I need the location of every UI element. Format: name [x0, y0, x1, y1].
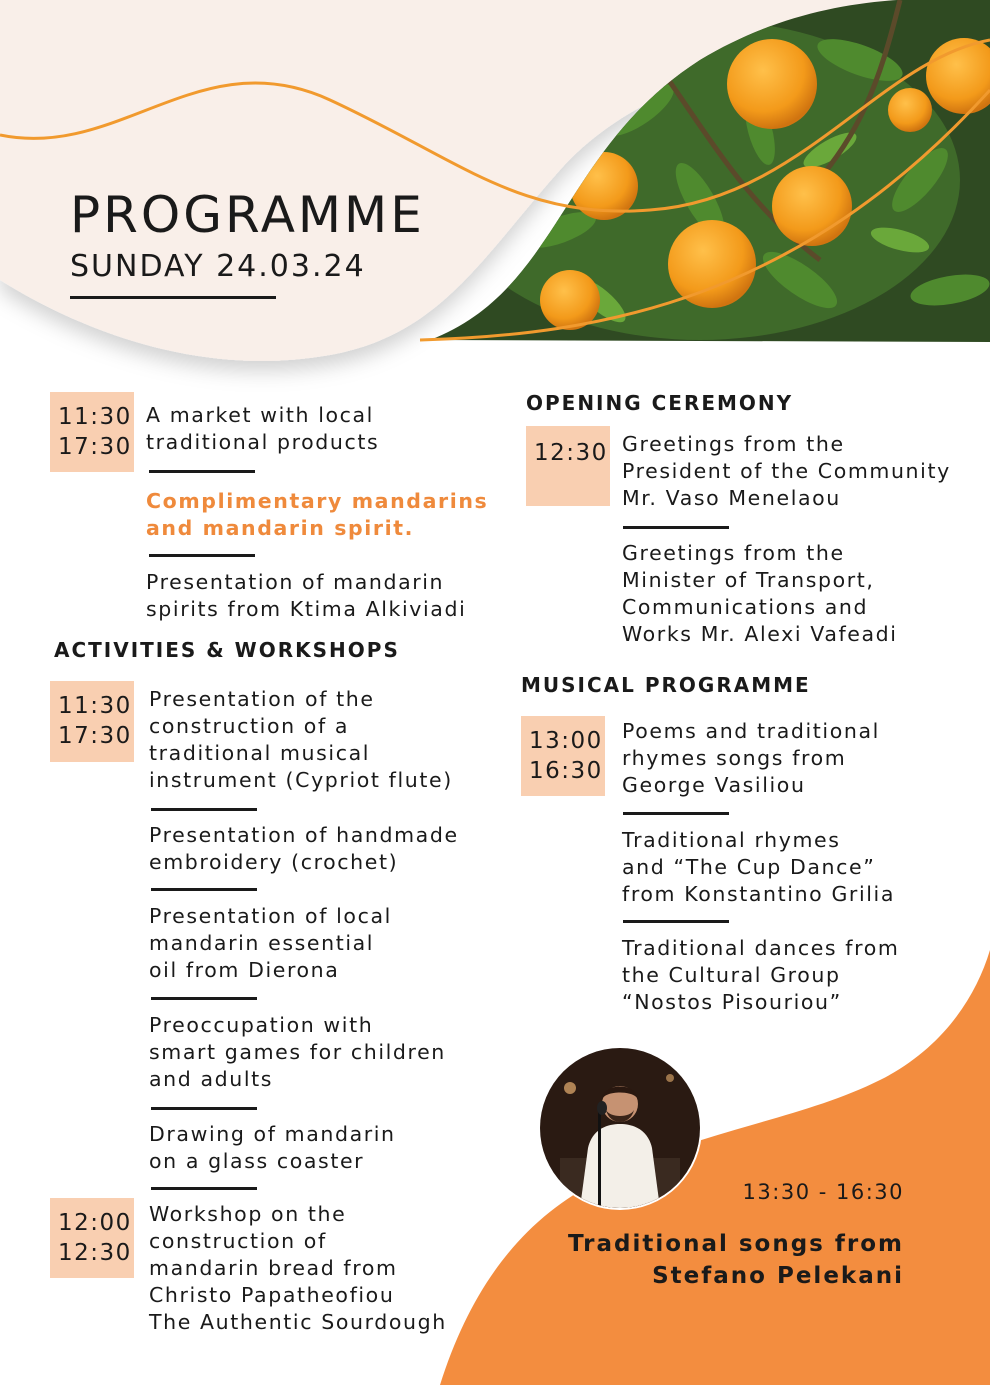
divider — [151, 888, 257, 891]
divider — [151, 1187, 257, 1190]
time-box-market — [50, 392, 134, 472]
time-box-workshop — [50, 1198, 134, 1278]
divider — [151, 1107, 257, 1110]
activities-heading: ACTIVITIES & WORKSHOPS — [54, 638, 400, 662]
event-date: SUNDAY 24.03.24 — [70, 249, 366, 284]
time-start: 12:00 — [58, 1210, 132, 1236]
spirits-text: Presentation of mandarin spirits from Ktima Alkiviadi — [146, 570, 467, 621]
activity-item: Presentation of local mandarin essential oil from Dierona — [149, 904, 392, 982]
musical-item: Poems and traditional rhymes songs from George Vasiliou — [622, 719, 880, 797]
date-underline — [70, 296, 276, 299]
time-start: 11:30 — [58, 693, 132, 719]
opening-item: Greetings from the President of the Community Mr. Vaso Menelaou — [622, 432, 951, 510]
musical-item: Traditional dances from the Cultural Group “Nostos Pisouriou” — [622, 936, 900, 1014]
time-start: 13:00 — [529, 728, 603, 754]
time-start: 11:30 — [58, 404, 132, 430]
market-text: A market with local traditional products — [146, 403, 380, 454]
divider — [149, 470, 255, 473]
activity-item: Presentation of the construction of a traditional musical instrument (Cypriot flute) — [149, 687, 453, 792]
divider — [149, 554, 255, 557]
activity-item: Presentation of handmade embroidery (crochet) — [149, 823, 459, 874]
opening-heading: OPENING CEREMONY — [526, 391, 794, 415]
time-box-musical — [521, 716, 605, 796]
divider — [623, 812, 729, 815]
time-start: 12:30 — [534, 440, 608, 466]
divider — [623, 526, 729, 529]
singer-photo — [538, 1046, 702, 1210]
complimentary-text: Complimentary mandarins and mandarin spirit. — [146, 489, 489, 540]
page-title: PROGRAMME — [70, 186, 425, 244]
time-box-activities — [50, 681, 134, 762]
musical-heading: MUSICAL PROGRAMME — [521, 673, 811, 697]
time-end: 12:30 — [58, 1240, 132, 1266]
workshop-text: Workshop on the construction of mandarin bread from Christo Papatheofiou The Authentic Sourdough — [149, 1202, 447, 1334]
time-end: 17:30 — [58, 434, 132, 460]
feature-time: 13:30 - 16:30 — [742, 1180, 904, 1204]
activity-item: Drawing of mandarin on a glass coaster — [149, 1122, 396, 1173]
time-box-opening — [526, 426, 610, 506]
feature-title: Traditional songs from Stefano Pelekani — [568, 1231, 904, 1289]
divider — [623, 920, 729, 923]
activity-item: Preoccupation with smart games for children and adults — [149, 1013, 446, 1091]
opening-item: Greetings from the Minister of Transport, Communications and Works Mr. Alexi Vafeadi — [622, 541, 898, 646]
divider — [151, 997, 257, 1000]
time-end: 16:30 — [529, 758, 603, 784]
time-end: 17:30 — [58, 723, 132, 749]
divider — [151, 808, 257, 811]
musical-item: Traditional rhymes and “The Cup Dance” from Konstantino Grilia — [622, 828, 896, 906]
